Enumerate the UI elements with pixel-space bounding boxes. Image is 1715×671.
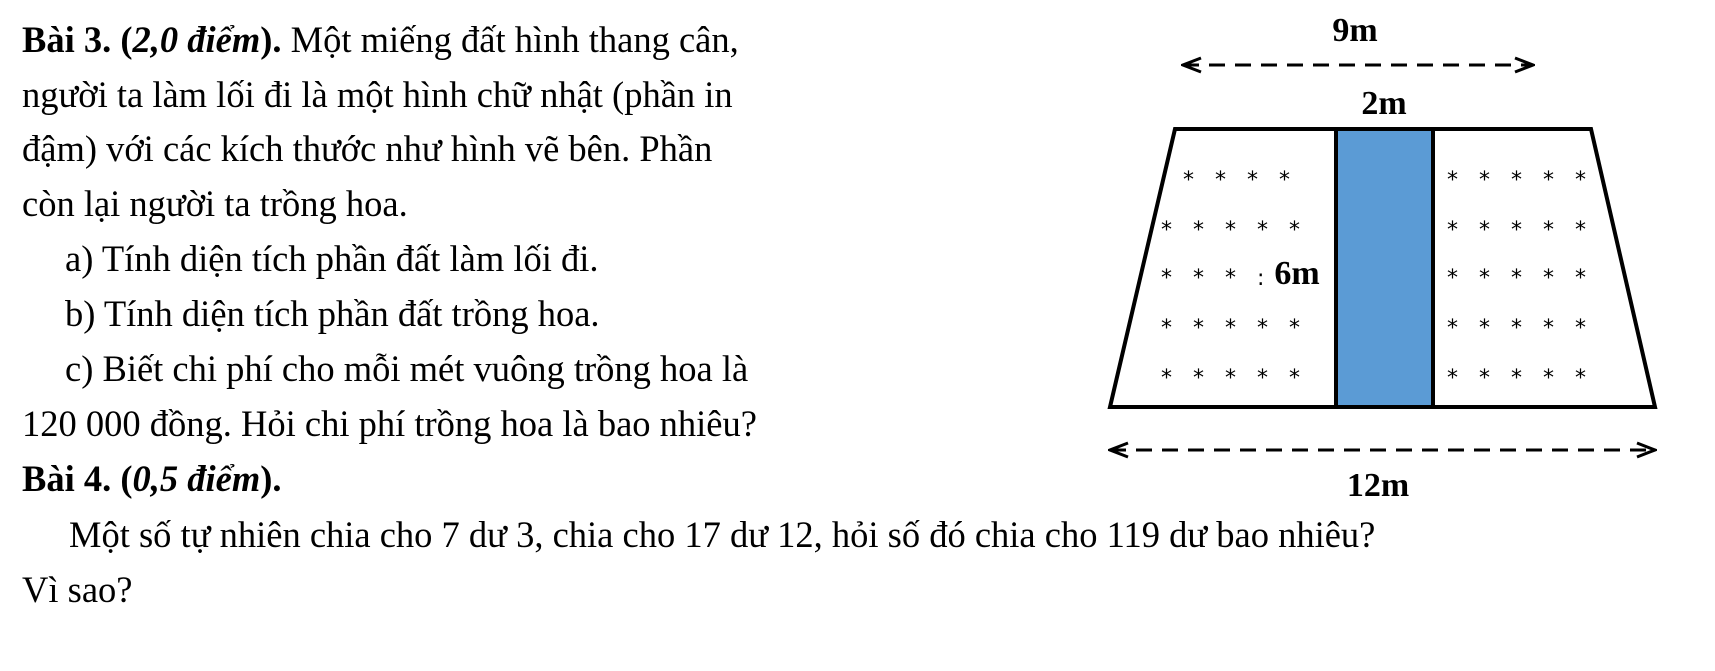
trapezoid-figure xyxy=(1095,0,1715,530)
path-width-label: 2m xyxy=(1361,85,1407,122)
problem3-label: Bài 3. xyxy=(22,19,112,60)
problem3-part-a: a) Tính diện tích phần đất làm lối đi. xyxy=(65,238,599,279)
bottom-width-label: 12m xyxy=(1346,467,1410,504)
top-width-label: 9m xyxy=(1332,12,1378,49)
problem3-intro-line-1: người ta làm lối đi là một hình chữ nhật (phần in xyxy=(22,74,733,115)
height-label: 6m xyxy=(1274,255,1320,292)
problem3-intro-start: Một miếng đất hình thang cân, xyxy=(281,19,739,60)
flower-row-left-2: * * * * * xyxy=(1161,218,1307,243)
problem4-body-line-1: Một số tự nhiên chia cho 7 dư 3, chia cho 17 dư 12, hỏi số đó chia cho 119 dư bao nhiêu? xyxy=(69,514,1376,555)
problem3-points: 2,0 điểm xyxy=(132,19,261,60)
problem3-part-b: b) Tính diện tích phần đất trồng hoa. xyxy=(65,293,600,334)
flower-row-left-5: * * * * * xyxy=(1161,366,1307,391)
flower-row-right-5: * * * * * xyxy=(1447,366,1593,391)
problem4-heading-line xyxy=(22,459,282,499)
problem4-body-line-2: Vì sao? xyxy=(22,569,133,610)
problem3-part-c: c) Biết chi phí cho mỗi mét vuông trồng hoa là xyxy=(65,348,749,389)
flower-row-right-4: * * * * * xyxy=(1447,316,1593,341)
flower-row-right-3: * * * * * xyxy=(1447,266,1593,291)
flower-row-left-4: * * * * * xyxy=(1161,316,1307,341)
problem4-open-paren: ( xyxy=(111,458,133,499)
flower-row-right-1: * * * * * xyxy=(1447,168,1593,193)
walkway-rectangle xyxy=(1336,129,1433,407)
trapezoid-diagram xyxy=(1095,0,1715,530)
flower-row-right-2: * * * * * xyxy=(1447,218,1593,243)
problem4-label: Bài 4. xyxy=(22,458,112,499)
problem3-open-paren: ( xyxy=(111,19,133,60)
flower-row-left-1: * * * * xyxy=(1183,168,1297,193)
problem3-close-paren: ). xyxy=(260,19,282,60)
problem3-heading-line xyxy=(22,20,739,60)
problem4-close-paren: ). xyxy=(260,458,282,499)
problem3-intro-line-3: còn lại người ta trồng hoa. xyxy=(22,183,408,224)
problem3-cost-line: 120 000 đồng. Hỏi chi phí trồng hoa là bao nhiêu? xyxy=(22,403,757,444)
problem4-points: 0,5 điểm xyxy=(132,458,261,499)
flower-row-left-3: * * * : xyxy=(1161,266,1272,291)
problem3-intro-line-2: đậm) với các kích thước như hình vẽ bên. Phần xyxy=(22,128,713,169)
